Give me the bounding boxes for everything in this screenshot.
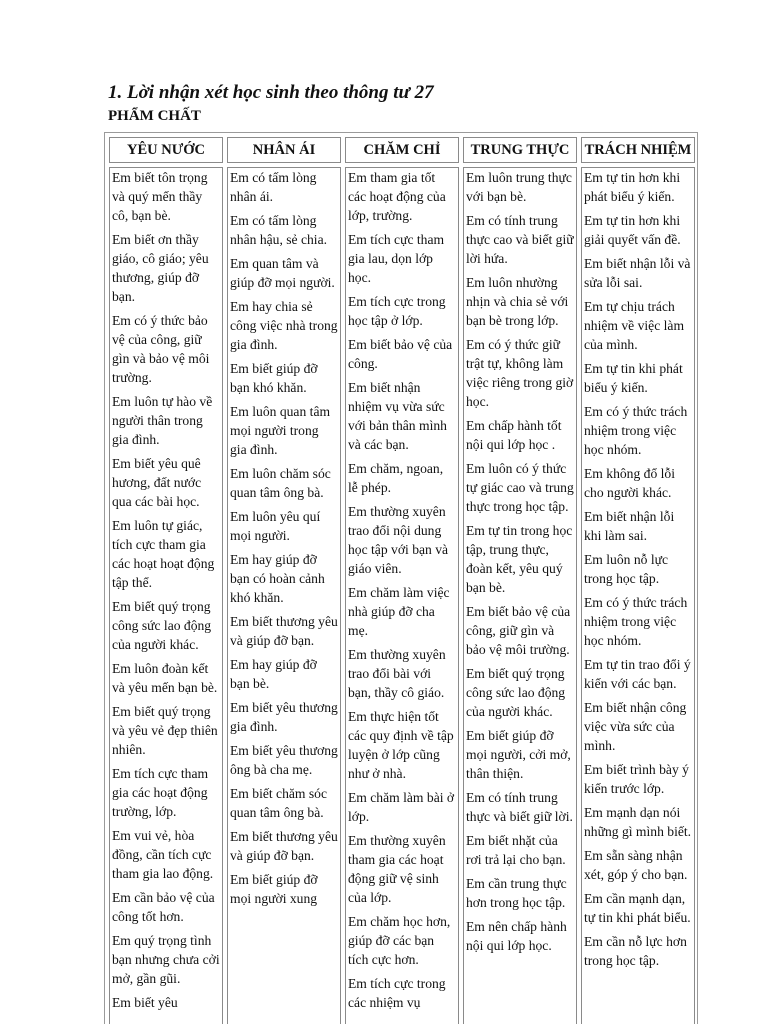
comment-item: Em mạnh dạn nói những gì mình biết. [584, 805, 692, 839]
comment-item: Em biết yêu quê hương, đất nước qua các bài học. [112, 456, 202, 509]
column-trung-thuc [463, 137, 577, 1024]
column-yeu-nuoc [109, 137, 223, 1024]
comment-item: Em luôn nhường nhịn và chia sẻ với bạn bè trong lớp. [466, 275, 569, 328]
comment-item: Em cần nỗ lực hơn trong học tập. [584, 934, 687, 968]
column-body [581, 167, 695, 1024]
comment-item: Em không đổ lỗi cho người khác. [584, 466, 676, 500]
comment-item: Em thực hiện tốt các quy định về tập luyện ở lớp cũng như ở nhà. [348, 709, 454, 781]
comment-item: Em luôn trung thực với bạn bè. [466, 170, 572, 204]
comment-item: Em hay giúp đỡ bạn có hoàn cảnh khó khăn. [230, 552, 325, 605]
comment-item: Em có tính trung thực cao và biết giữ lời hứa. [466, 213, 574, 266]
comment-item: Em biết yêu [112, 995, 178, 1010]
comment-item: Em cần trung thực hơn trong học tập. [466, 876, 567, 910]
comment-item: Em chăm làm bài ở lớp. [348, 790, 455, 824]
comment-item: Em tham gia tốt các hoạt động của lớp, trường. [348, 170, 446, 223]
comment-item: Em biết bảo vệ của công, giữ gìn và bảo vệ môi trường. [466, 604, 571, 657]
comment-item: Em chấp hành tốt nội qui lớp học . [466, 418, 562, 452]
column-header: TRÁCH NHIỆM [581, 137, 695, 163]
comment-item: Em biết quý trọng và yêu vẻ đẹp thiên nhiên. [112, 704, 218, 757]
comment-item: Em chăm làm việc nhà giúp đỡ cha mẹ. [348, 585, 450, 638]
comment-item: Em biết quý trọng công sức lao động của người khác. [112, 599, 212, 652]
comment-item: Em luôn tự hào về người thân trong gia đình. [112, 394, 213, 447]
comment-item: Em thường xuyên tham gia các hoạt động giữ vệ sinh của lớp. [348, 833, 446, 905]
comment-item: Em biết nhận lỗi và sửa lỗi sai. [584, 256, 691, 290]
column-header: TRUNG THỰC [463, 137, 577, 163]
comment-item: Em tự tin trong học tập, trung thực, đoàn kết, yêu quý bạn bè. [466, 523, 573, 595]
comment-item: Em luôn chăm sóc quan tâm ông bà. [230, 466, 331, 500]
comment-item: Em tự tin trao đổi ý kiến với các bạn. [584, 657, 691, 691]
comment-item: Em thường xuyên trao đổi nội dung học tập với bạn và giáo viên. [348, 504, 449, 576]
column-body [463, 167, 577, 1024]
comment-item: Em có tấm lòng nhân hậu, sẻ chia. [230, 213, 328, 247]
comment-item: Em biết giúp đỡ mọi người xung [230, 872, 318, 906]
comment-item: Em biết chăm sóc quan tâm ông bà. [230, 786, 328, 820]
comment-item: Em biết nhận lỗi khi làm sai. [584, 509, 675, 543]
comment-item: Em tự tin hơn khi phát biểu ý kiến. [584, 170, 681, 204]
comment-item: Em quan tâm và giúp đỡ mọi người. [230, 256, 335, 290]
comment-item: Em vui vẻ, hòa đồng, cần tích cực tham gia lao động. [112, 828, 214, 881]
comment-item: Em biết nhận nhiệm vụ vừa sức với bản thân mình và các bạn. [348, 380, 447, 452]
comment-item: Em tích cực tham gia lau, dọn lớp học. [348, 232, 445, 285]
comment-item: Em có ý thức trách nhiệm trong việc học nhóm. [584, 404, 688, 457]
column-header: NHÂN ÁI [227, 137, 341, 163]
column-nhan-ai [227, 137, 341, 1024]
column-body [345, 167, 459, 1024]
comment-item: Em nên chấp hành nội qui lớp học. [466, 919, 567, 953]
comment-item: Em biết thương yêu và giúp đỡ bạn. [230, 829, 338, 863]
comment-item: Em tích cực trong các nhiệm vụ [348, 976, 446, 1010]
comment-item: Em chăm học hơn, giúp đỡ các bạn tích cực hơn. [348, 914, 451, 967]
comment-item: Em sẵn sàng nhận xét, góp ý cho bạn. [584, 848, 688, 882]
comment-item: Em biết thương yêu và giúp đỡ bạn. [230, 614, 338, 648]
comment-item: Em biết yêu thương gia đình. [230, 700, 338, 734]
comment-item: Em tự tin khi phát biểu ý kiến. [584, 361, 683, 395]
comment-item: Em hay giúp đỡ bạn bè. [230, 657, 317, 691]
comment-item: Em biết ơn thầy giáo, cô giáo; yêu thương, giúp đỡ bạn. [112, 232, 209, 304]
comment-item: Em có ý thức bảo vệ của công, giữ gìn và bảo vệ môi trường. [112, 313, 210, 385]
comment-item: Em chăm, ngoan, lễ phép. [348, 461, 444, 495]
comment-item: Em có tấm lòng nhân ái. [230, 170, 317, 204]
column-header: CHĂM CHỈ [345, 137, 459, 163]
comment-item: Em biết giúp đỡ bạn khó khăn. [230, 361, 318, 395]
comment-item: Em tích cực trong học tập ở lớp. [348, 294, 446, 328]
comment-item: Em tự chịu trách nhiệm về việc làm của mình. [584, 299, 685, 352]
comment-item: Em biết bảo vệ của công. [348, 337, 453, 371]
column-body [109, 167, 223, 1024]
comment-item: Em cần mạnh dạn, tự tin khi phát biểu. [584, 891, 691, 925]
comment-item: Em luôn nỗ lực trong học tập. [584, 552, 669, 586]
comment-item: Em biết trình bày ý kiến trước lớp. [584, 762, 689, 796]
comment-item: Em tự tin hơn khi giải quyết vấn đề. [584, 213, 681, 247]
comment-item: Em luôn có ý thức tự giác cao và trung thực trong học tập. [466, 461, 574, 514]
comment-item: Em biết nhận công việc vừa sức của mình. [584, 700, 687, 753]
comment-item: Em luôn đoàn kết và yêu mến bạn bè. [112, 661, 218, 695]
comment-item: Em cần bảo vệ của công tốt hơn. [112, 890, 215, 924]
comment-item: Em có tính trung thực và biết giữ lời. [466, 790, 573, 824]
comment-item: Em biết quý trọng công sức lao động của người khác. [466, 666, 566, 719]
comment-item: Em thường xuyên trao đổi bài với bạn, thầy cô giáo. [348, 647, 446, 700]
column-trach-nhiem [581, 137, 695, 1024]
column-header: YÊU NƯỚC [109, 137, 223, 163]
comment-item: Em luôn yêu quí mọi người. [230, 509, 321, 543]
comment-item: Em có ý thức giữ trật tự, không làm việc riêng trong giờ học. [466, 337, 574, 409]
section-title: PHẨM CHẤT [108, 108, 201, 124]
comment-item: Em hay chia sẻ công việc nhà trong gia đình. [230, 299, 338, 352]
comment-item: Em biết nhặt của rơi trả lại cho bạn. [466, 833, 566, 867]
comment-item: Em biết giúp đỡ mọi người, cởi mở, thân thiện. [466, 728, 571, 781]
comment-item: Em biết yêu thương ông bà cha mẹ. [230, 743, 338, 777]
comment-item: Em luôn quan tâm mọi người trong gia đình. [230, 404, 331, 457]
comment-item: Em luôn tự giác, tích cực tham gia các hoạt hoạt động tập thể. [112, 518, 215, 590]
comment-item: Em biết tôn trọng và quý mến thầy cô, bạn bè. [112, 170, 208, 223]
comments-table [104, 132, 698, 1024]
column-body [227, 167, 341, 1024]
column-cham-chi [345, 137, 459, 1024]
document-title: 1. Lời nhận xét học sinh theo thông tư 27 [108, 82, 434, 103]
comment-item: Em có ý thức trách nhiệm trong việc học nhóm. [584, 595, 688, 648]
comment-item: Em quý trọng tình bạn nhưng chưa cởi mở, gần gũi. [112, 933, 220, 986]
comment-item: Em tích cực tham gia các hoạt động trường, lớp. [112, 766, 209, 819]
